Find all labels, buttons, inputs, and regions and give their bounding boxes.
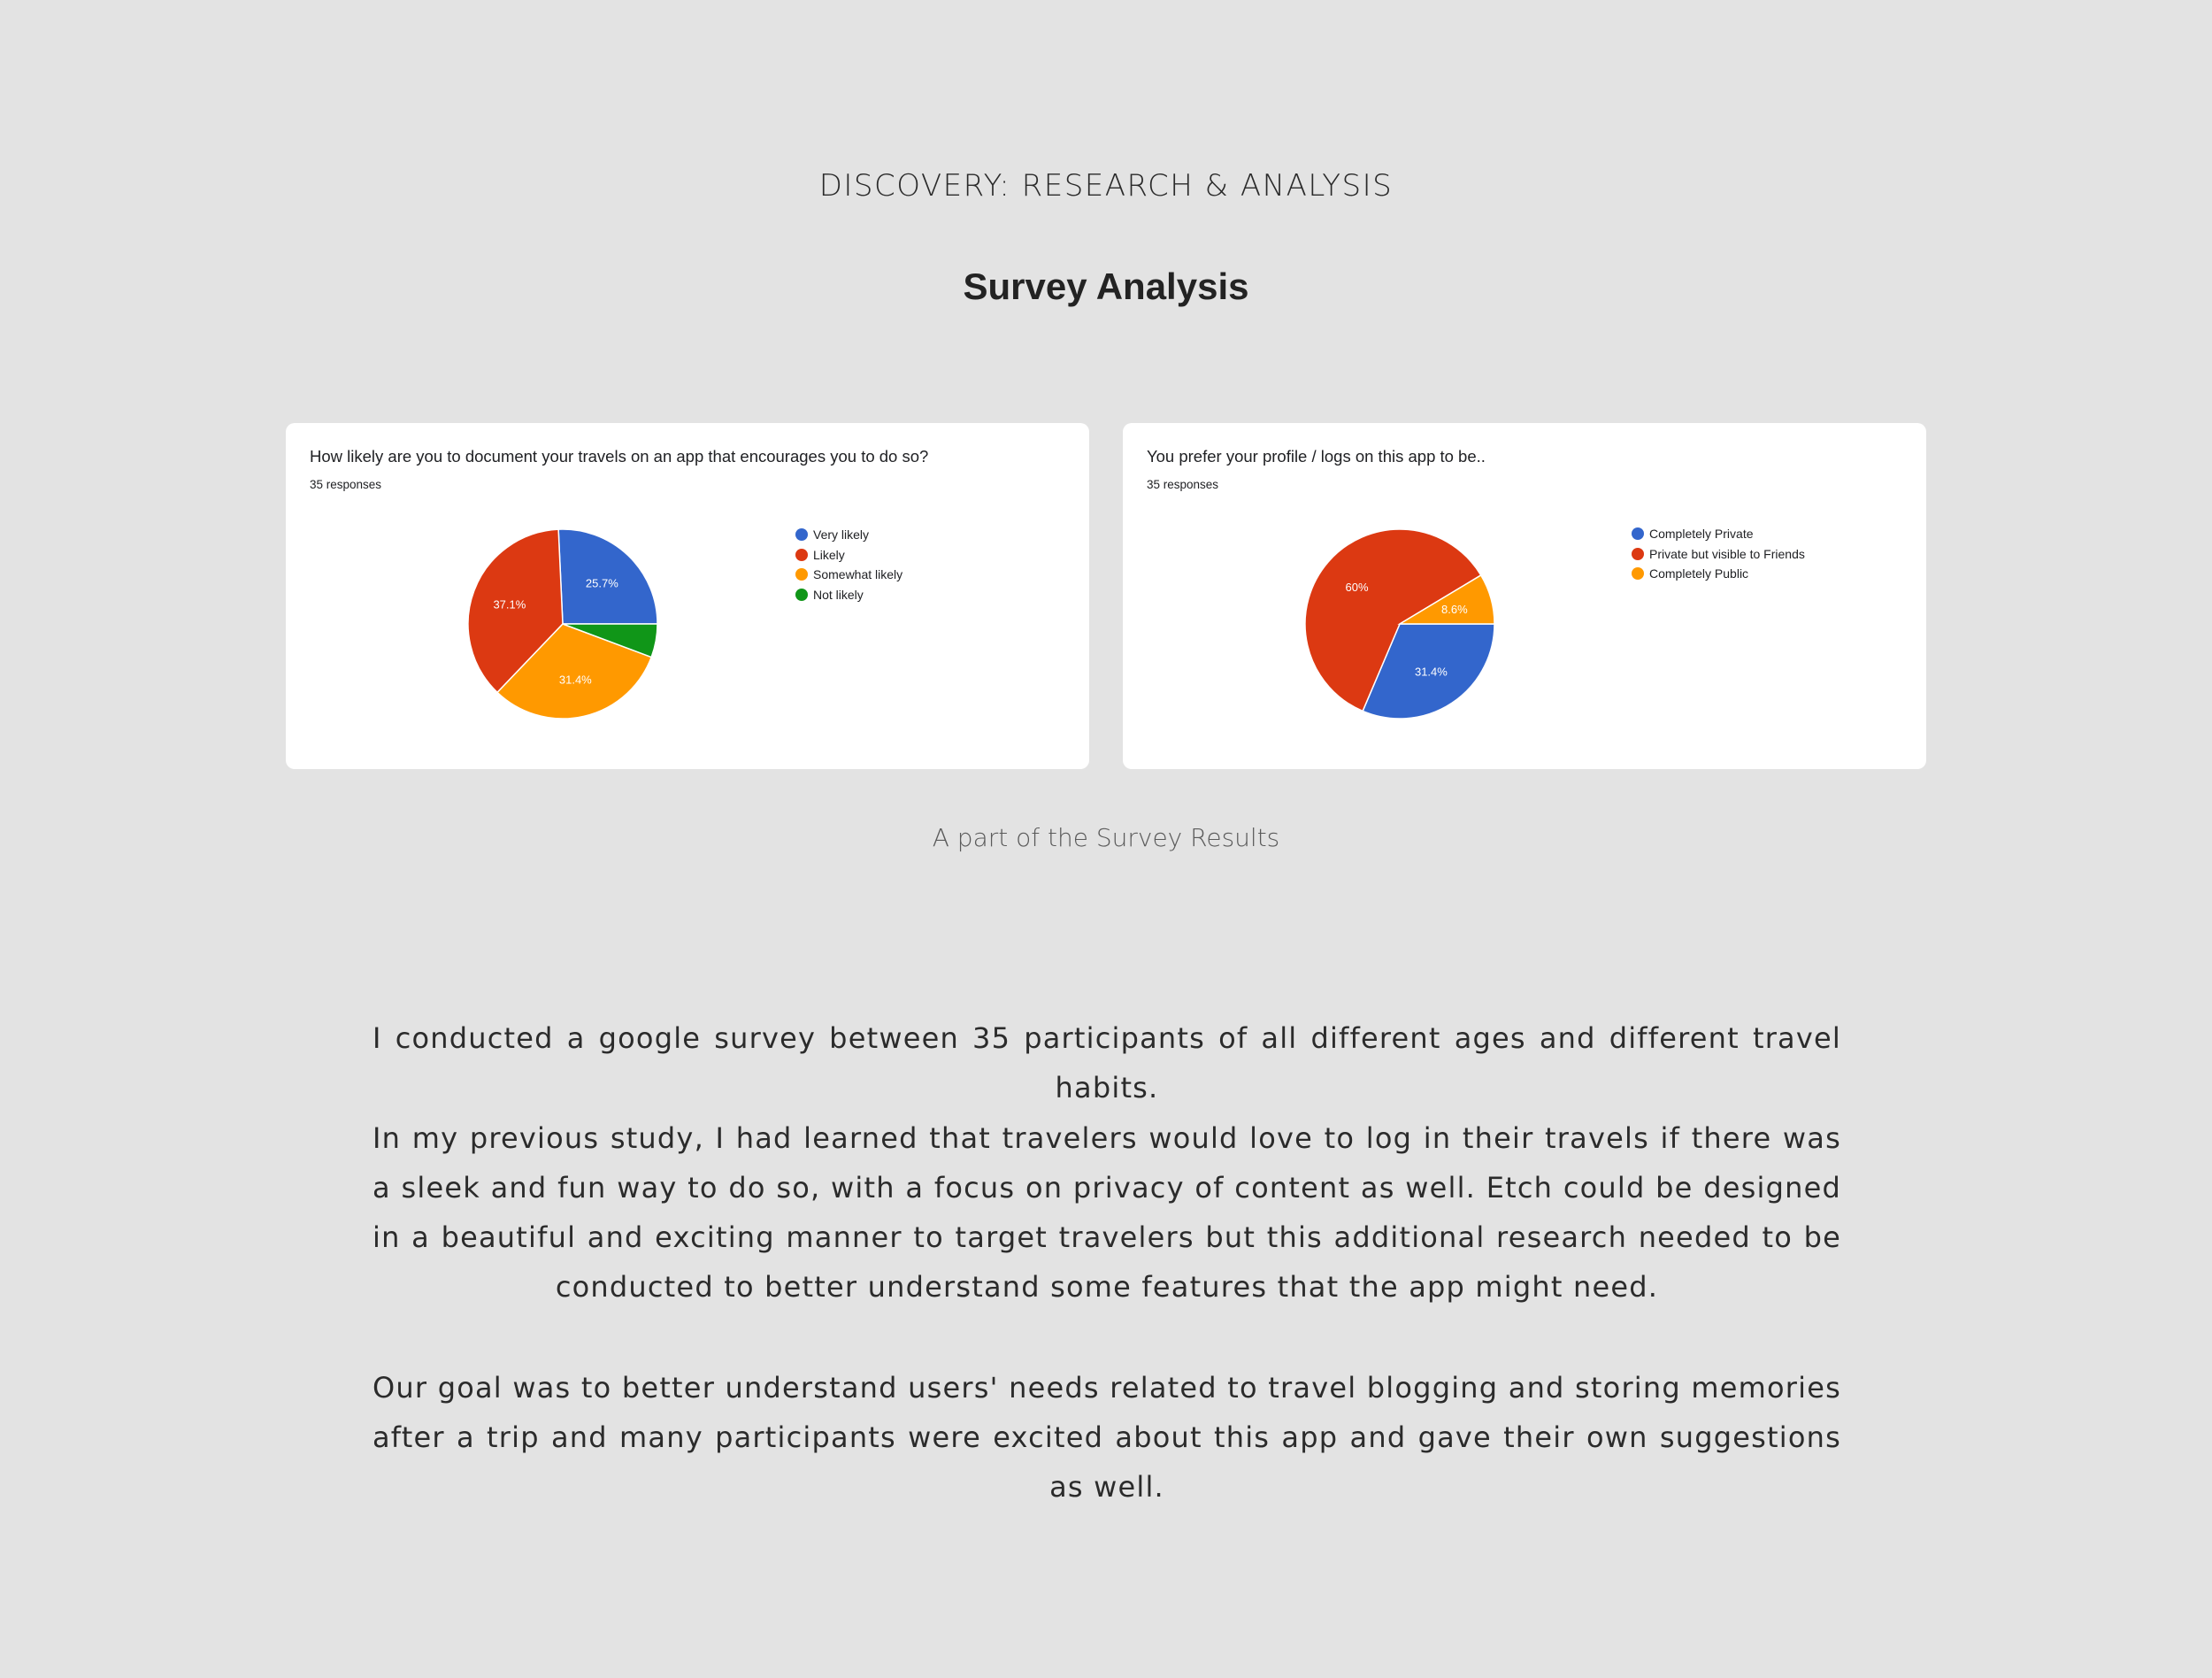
survey-chart-card-2 <box>1123 423 1926 769</box>
pie-chart <box>286 423 1089 769</box>
legend-swatch <box>795 568 808 581</box>
chart-title: You prefer your profile / logs on this app to be.. <box>1147 447 1486 466</box>
chart-legend <box>1632 524 1805 584</box>
chart-title: How likely are you to document your travels on an app that encourages you to do so? <box>310 447 929 466</box>
legend-label: Very likely <box>813 527 870 543</box>
legend-label: Private but visible to Friends <box>1649 546 1805 561</box>
legend-item-very-likely <box>795 525 902 545</box>
chart-response-count: 35 responses <box>310 478 382 491</box>
legend-swatch <box>1632 567 1644 580</box>
legend-item-somewhat-likely <box>795 565 902 585</box>
legend-item-private-but-visible-to-friends <box>1632 544 1805 565</box>
legend-label: Likely <box>813 547 845 562</box>
legend-item-not-likely <box>795 585 902 605</box>
paragraph-previous-study: In my previous study, I had learned that travelers would love to log in their travels if there was a sleek and fun way to do so, with a focus on privacy of content as well. Etch could be designed in a beautiful and exciting manner to target travelers but this additional research needed to be conducted to better understand some features that the app might need. <box>373 1121 1841 1304</box>
legend-swatch <box>795 528 808 541</box>
pie-slice-label: 8.6% <box>1441 602 1468 616</box>
legend-label: Somewhat likely <box>813 567 903 582</box>
pie-slice-label: 25.7% <box>585 576 618 590</box>
figure-caption: A part of the Survey Results <box>932 823 1280 852</box>
paragraph-goal: Our goal was to better understand users' needs related to travel blogging and storing memories after a trip and many participants were excited about this app and gave their own suggestions as well. <box>373 1371 1841 1504</box>
legend-swatch <box>1632 527 1644 540</box>
legend-swatch <box>795 549 808 561</box>
legend-swatch <box>1632 548 1644 560</box>
legend-label: Completely Public <box>1649 566 1749 581</box>
section-eyebrow: DISCOVERY: RESEARCH & ANALYSIS <box>818 168 1394 204</box>
pie-slice-label: 31.4% <box>558 673 592 687</box>
legend-item-likely <box>795 545 902 566</box>
pie-slice-label: 31.4% <box>1414 665 1448 679</box>
pie-chart <box>1123 423 1926 769</box>
survey-chart-card-1 <box>286 423 1089 769</box>
legend-swatch <box>795 589 808 601</box>
legend-label: Not likely <box>813 587 864 602</box>
paragraph-intro: I conducted a google survey between 35 participants of all different ages and different travel habits. <box>373 1021 1841 1105</box>
legend-item-completely-public <box>1632 564 1805 584</box>
chart-legend <box>795 525 902 604</box>
legend-label: Completely Private <box>1649 527 1754 542</box>
pie-slice-label: 60% <box>1345 580 1369 594</box>
page-title: Survey Analysis <box>963 266 1249 307</box>
chart-response-count: 35 responses <box>1147 478 1219 491</box>
legend-item-completely-private <box>1632 524 1805 544</box>
pie-slice-label: 37.1% <box>493 597 526 612</box>
